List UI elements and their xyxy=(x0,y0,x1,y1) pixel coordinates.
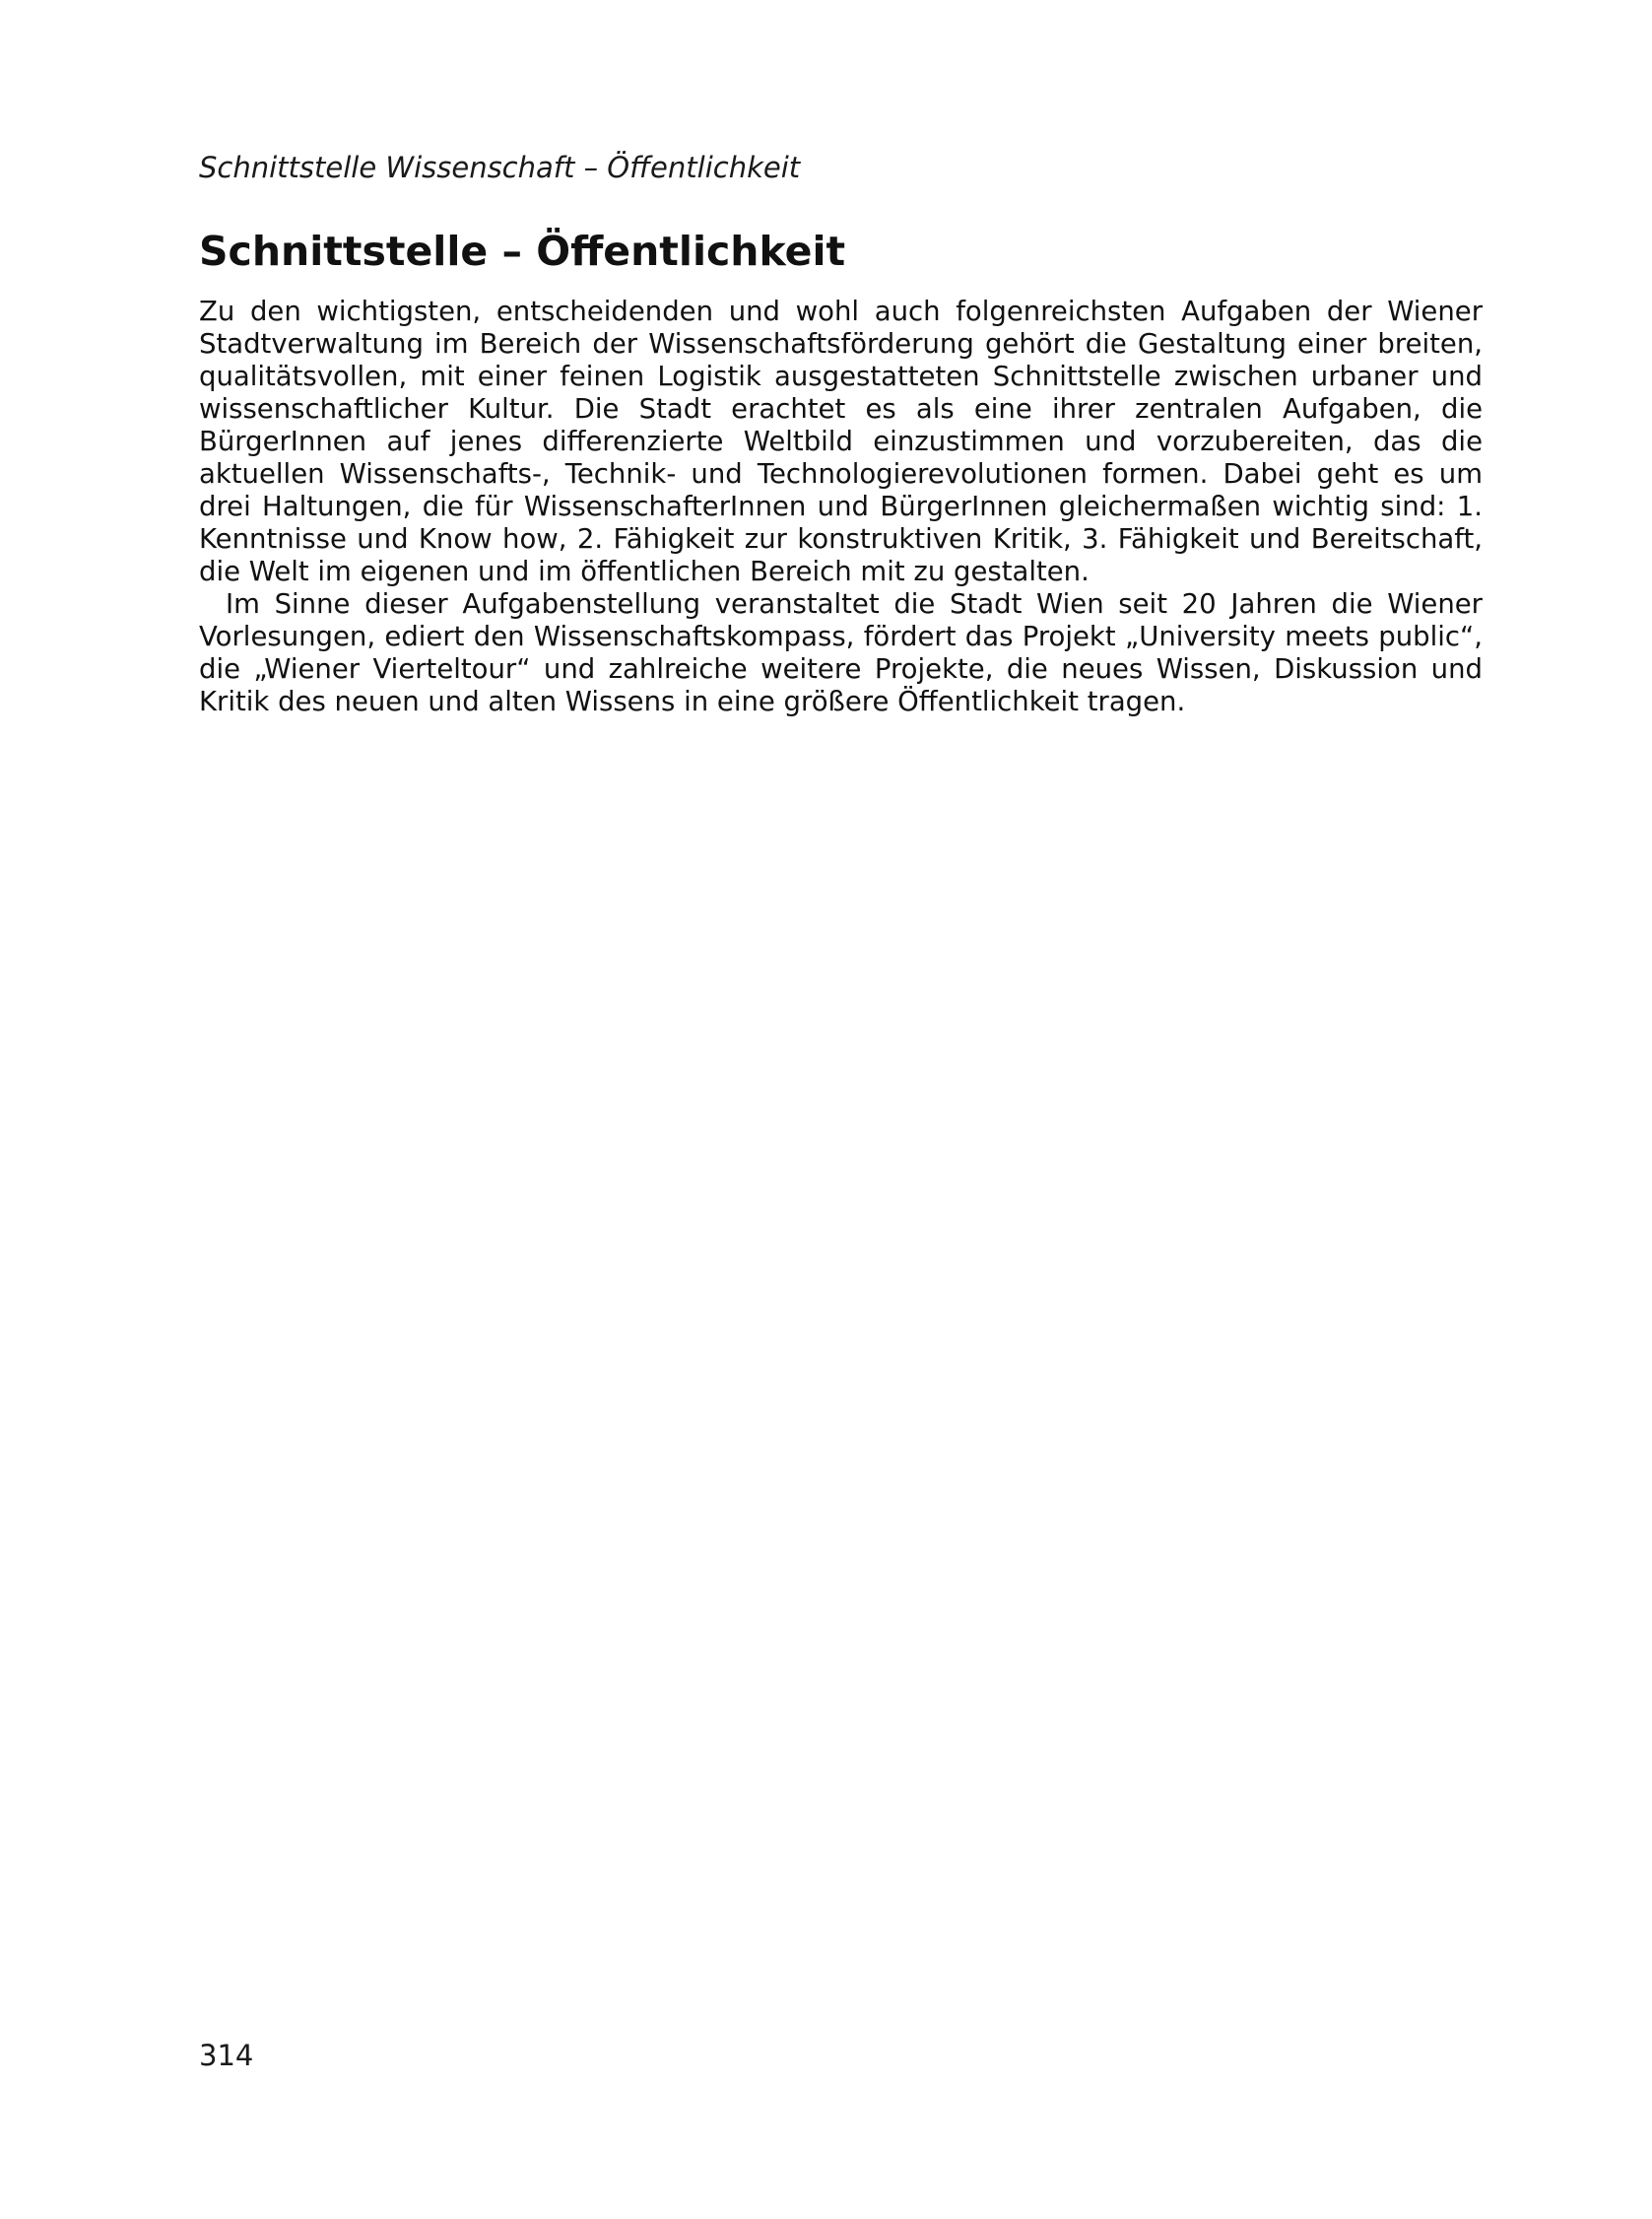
paragraph-1: Zu den wichtigsten, entscheidenden und wohl auch folgenreichsten Aufgaben der Wiener Stadtverwaltung im Bereich der Wissenschaftsförderung gehört die Gestaltung einer breiten, qualitätsvollen, mit einer feinen Logistik ausgestatteten Schnittstelle zwischen urbaner und wissenschaftlicher Kultur. Die Stadt erachtet es als eine ihrer zentralen Aufgaben, die BürgerInnen auf jenes differenzierte Weltbild einzustimmen und vorzubereiten, das die aktuellen Wissenschafts-, Technik- und Technologierevolutionen formen. Dabei geht es um drei Haltungen, die für WissenschafterInnen und BürgerInnen gleichermaßen wichtig sind: 1. Kenntnisse und Know how, 2. Fähigkeit zur konstruktiven Kritik, 3. Fähigkeit und Bereitschaft, die Welt im eigenen und im öffentlichen Bereich mit zu gestalten. xyxy=(199,296,1483,587)
body-text xyxy=(199,296,1483,718)
page-number: 314 xyxy=(199,2039,254,2072)
section-title: Schnittstelle – Öffentlichkeit xyxy=(199,228,846,275)
running-header: Schnittstelle Wissenschaft – Öffentlichkeit xyxy=(199,151,801,184)
paragraph-2: Im Sinne dieser Aufgabenstellung veranstaltet die Stadt Wien seit 20 Jahren die Wiener Vorlesungen, ediert den Wissenschaftskompass, fördert das Projekt „University meets public“, die „Wiener Vierteltour“ und zahlreiche weitere Projekte, die neues Wissen, Diskussion und Kritik des neuen und alten Wissens in eine größere Öffentlichkeit tragen. xyxy=(199,588,1483,717)
